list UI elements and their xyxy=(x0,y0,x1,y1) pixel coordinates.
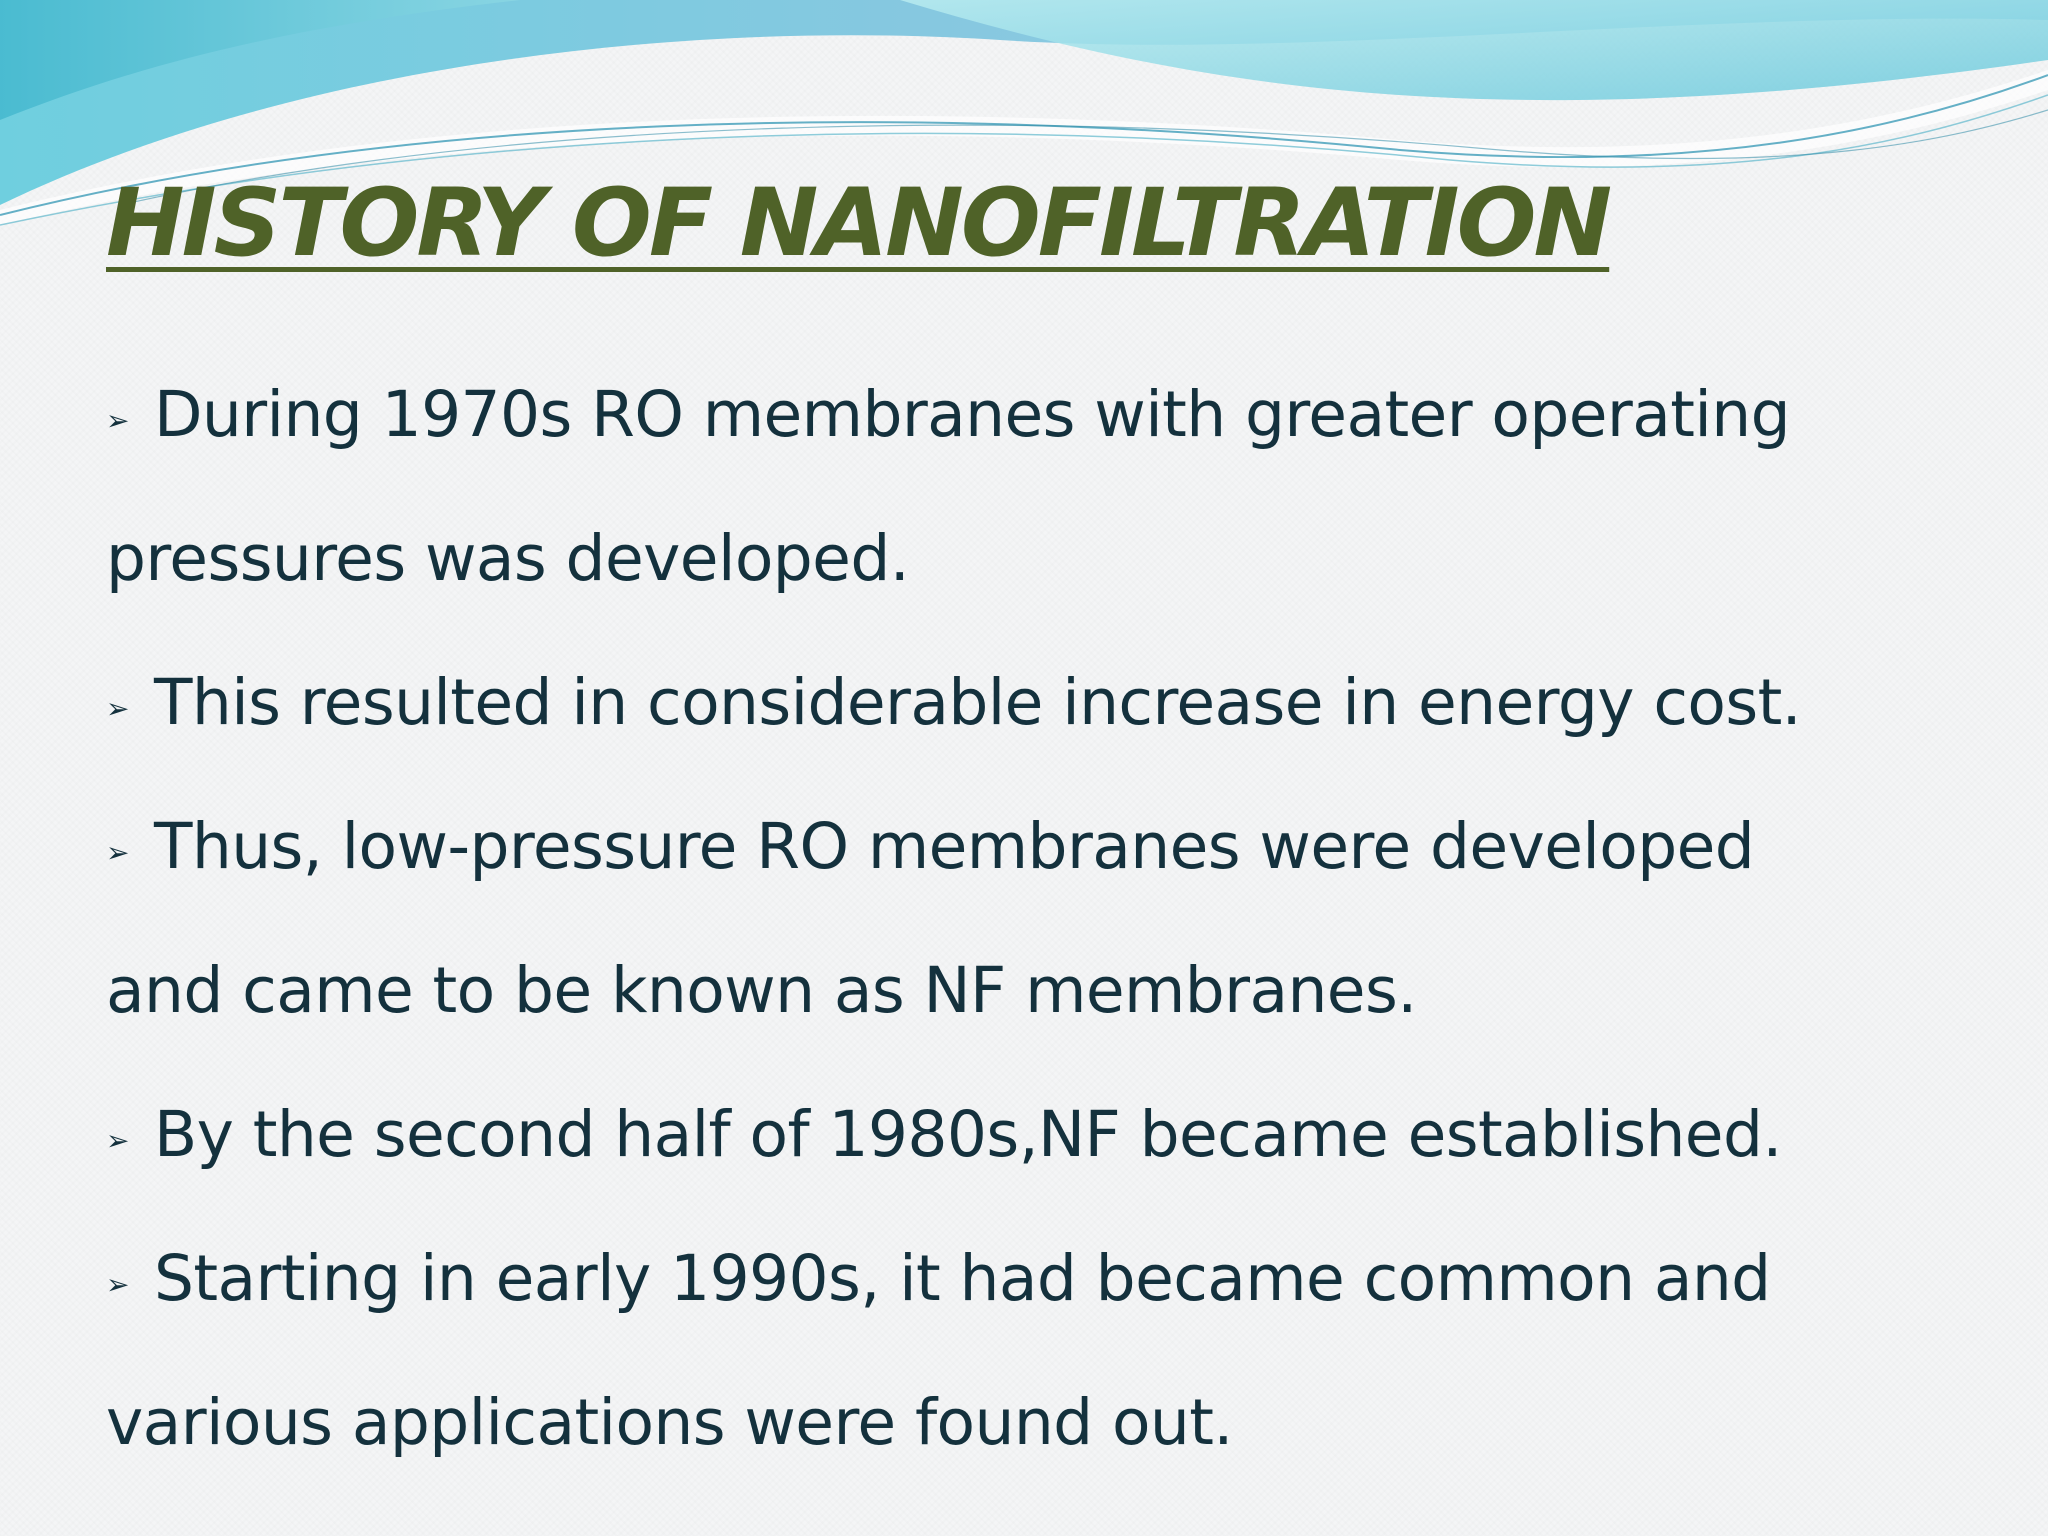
arrow-bullet-icon: ➢ xyxy=(106,1123,129,1157)
list-item xyxy=(106,774,2006,918)
slide-title: HISTORY OF NANOFILTRATION xyxy=(106,169,1610,278)
list-item-continuation xyxy=(106,1350,2006,1494)
list-item xyxy=(106,630,2006,774)
list-item xyxy=(106,1206,2006,1350)
arrow-bullet-icon: ➢ xyxy=(106,835,129,869)
arrow-bullet-icon: ➢ xyxy=(106,403,129,437)
list-item-text: various applications were found out. xyxy=(106,1385,1233,1459)
list-item xyxy=(106,1062,2006,1206)
list-item xyxy=(106,342,2006,486)
arrow-bullet-icon: ➢ xyxy=(106,691,129,725)
list-item-text: During 1970s RO membranes with greater operating xyxy=(154,377,1790,451)
list-item-continuation xyxy=(106,918,2006,1062)
list-item-text: pressures was developed. xyxy=(106,521,910,595)
list-item-text: Starting in early 1990s, it had became common and xyxy=(154,1241,1771,1315)
bullet-list xyxy=(106,342,2006,1494)
arrow-bullet-icon: ➢ xyxy=(106,1267,129,1301)
list-item-continuation xyxy=(106,486,2006,630)
list-item-text: Thus, low-pressure RO membranes were developed xyxy=(154,809,1755,883)
list-item-text: This resulted in considerable increase in energy cost. xyxy=(154,665,1802,739)
list-item-text: By the second half of 1980s,NF became established. xyxy=(154,1097,1782,1171)
list-item-text: and came to be known as NF membranes. xyxy=(106,953,1417,1027)
